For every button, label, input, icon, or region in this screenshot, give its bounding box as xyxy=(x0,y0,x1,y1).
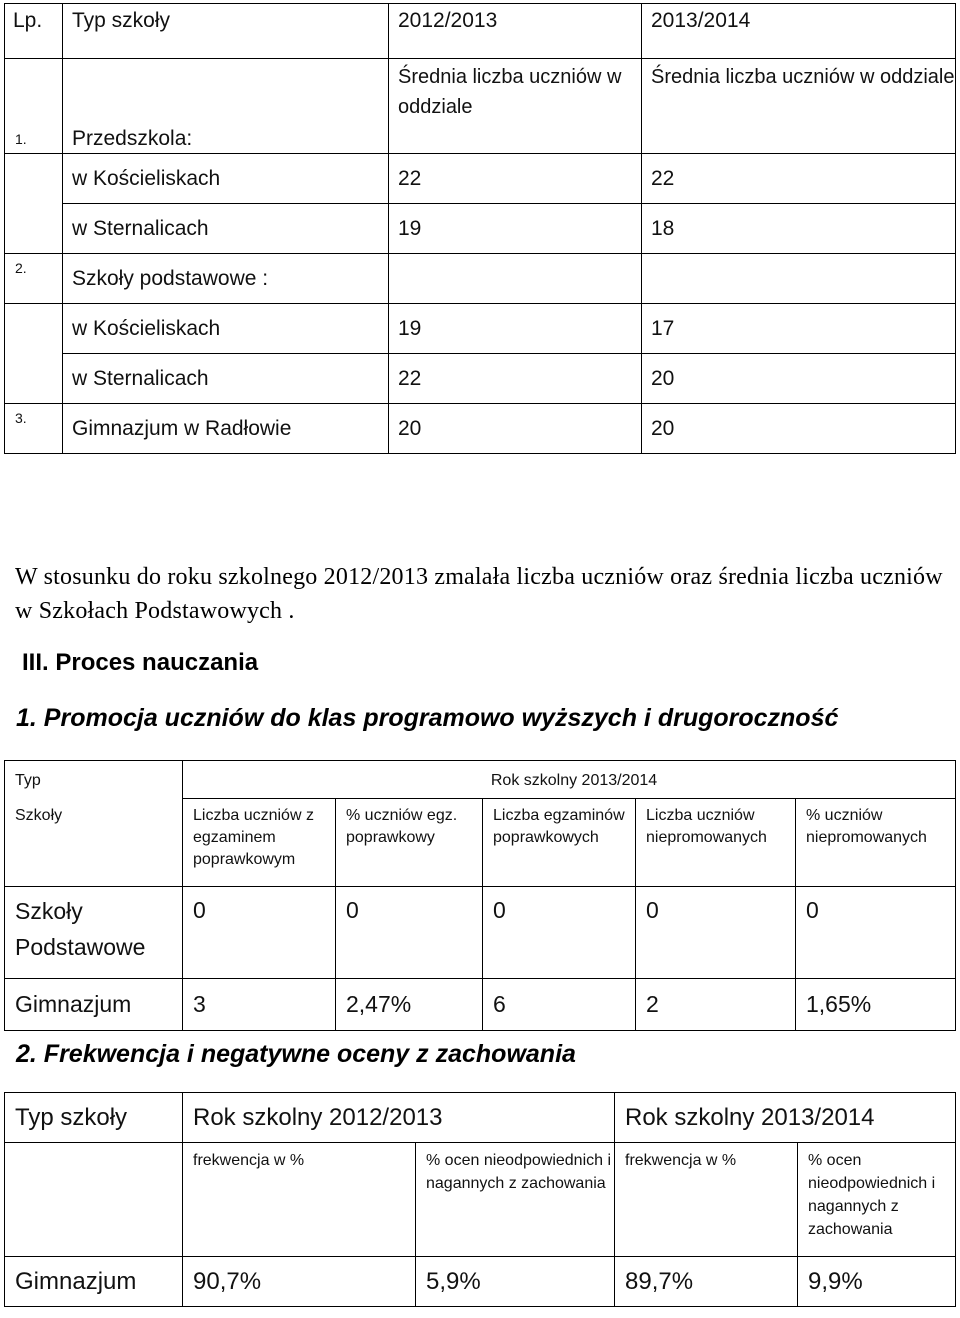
attendance-table xyxy=(4,1092,956,1307)
col-header: % uczniów niepromowanych xyxy=(796,799,956,887)
header-year-2013: 2013/2014 xyxy=(642,4,956,59)
header-school-year: Rok szkolny 2013/2014 xyxy=(183,761,956,799)
row-value-2012: 22 xyxy=(389,154,642,204)
row-value-2013: 22 xyxy=(642,154,956,204)
section-number: 2. xyxy=(5,254,63,304)
header-school-type: Typ szkoły xyxy=(63,4,389,59)
row-value: 0 xyxy=(183,887,336,979)
promotion-table xyxy=(4,760,956,1031)
section-label: Gimnazjum w Radłowie xyxy=(63,404,389,454)
empty-cell xyxy=(389,254,642,304)
summary-paragraph: W stosunku do roku szkolnego 2012/2013 zmalała liczba uczniów oraz średnia liczba uczniów w Szkołach Podstawowych . xyxy=(15,564,943,624)
empty-cell xyxy=(5,154,63,204)
row-value-2012: 19 xyxy=(389,304,642,354)
row-label: w Kościeliskach xyxy=(63,304,389,354)
row-value-2012: 19 xyxy=(389,204,642,254)
header-year-2013: Rok szkolny 2013/2014 xyxy=(615,1093,956,1143)
col-header: Liczba uczniów z egzaminem poprawkowym xyxy=(183,799,336,887)
row-value-2013: 18 xyxy=(642,204,956,254)
col-header: Liczba uczniów niepromowanych xyxy=(636,799,796,887)
row-value: 9,9% xyxy=(798,1257,956,1307)
col-header: % ocen nieodpowiednich i nagannych z zachowania xyxy=(798,1143,956,1257)
empty-cell xyxy=(5,354,63,404)
row-value: 3 xyxy=(183,979,336,1031)
row-value: 6 xyxy=(483,979,636,1031)
col-header: frekwencja w % xyxy=(615,1143,798,1257)
row-value: 89,7% xyxy=(615,1257,798,1307)
header-year-2012: 2012/2013 xyxy=(389,4,642,59)
row-value: 1,65% xyxy=(796,979,956,1031)
col-header: Liczba egzaminów poprawkowych xyxy=(483,799,636,887)
row-value-2013: 17 xyxy=(642,304,956,354)
empty-cell xyxy=(5,1143,183,1257)
header-year-2012: Rok szkolny 2012/2013 xyxy=(183,1093,615,1143)
row-label: w Kościeliskach xyxy=(63,154,389,204)
row-label: w Sternalicach xyxy=(63,354,389,404)
header-type: Typ xyxy=(5,761,183,799)
row-value: 0 xyxy=(636,887,796,979)
subsection-heading-attendance: 2. Frekwencja i negatywne oceny z zachowania xyxy=(16,1040,576,1068)
row-label: w Sternalicach xyxy=(63,204,389,254)
empty-cell xyxy=(5,304,63,354)
row-value: 0 xyxy=(796,887,956,979)
row-value-2012: 22 xyxy=(389,354,642,404)
row-value-2013: 20 xyxy=(642,354,956,404)
row-label: Gimnazjum xyxy=(5,1257,183,1307)
col-header: frekwencja w % xyxy=(183,1143,416,1257)
header-school-type: Typ szkoły xyxy=(5,1093,183,1143)
subsection-heading-promotion: 1. Promocja uczniów do klas programowo wyższych i drugoroczność xyxy=(16,704,839,732)
row-label: Gimnazjum xyxy=(5,979,183,1031)
section-number: 3. xyxy=(5,404,63,454)
header-schools: Szkoły xyxy=(5,799,183,887)
header-lp: Lp. xyxy=(5,4,63,59)
section-number: 1. xyxy=(5,59,63,154)
empty-cell xyxy=(642,254,956,304)
school-class-size-table xyxy=(4,3,956,454)
subheader-avg-2013: Średnia liczba uczniów w oddziale xyxy=(642,59,956,154)
row-label: Szkoły Podstawowe xyxy=(5,887,183,979)
row-value-2012: 20 xyxy=(389,404,642,454)
row-value: 5,9% xyxy=(416,1257,615,1307)
row-value-2013: 20 xyxy=(642,404,956,454)
col-header: % uczniów egz. poprawkowy xyxy=(336,799,483,887)
empty-cell xyxy=(5,204,63,254)
section-label: Szkoły podstawowe : xyxy=(63,254,389,304)
section-label: Przedszkola: xyxy=(63,59,389,154)
row-value: 90,7% xyxy=(183,1257,416,1307)
row-value: 2,47% xyxy=(336,979,483,1031)
row-value: 0 xyxy=(483,887,636,979)
row-value: 0 xyxy=(336,887,483,979)
row-value: 2 xyxy=(636,979,796,1031)
subheader-avg-2012: Średnia liczba uczniów w oddziale xyxy=(389,59,642,154)
section-heading: III. Proces nauczania xyxy=(22,649,259,676)
col-header: % ocen nieodpowiednich i nagannych z zachowania xyxy=(416,1143,615,1257)
